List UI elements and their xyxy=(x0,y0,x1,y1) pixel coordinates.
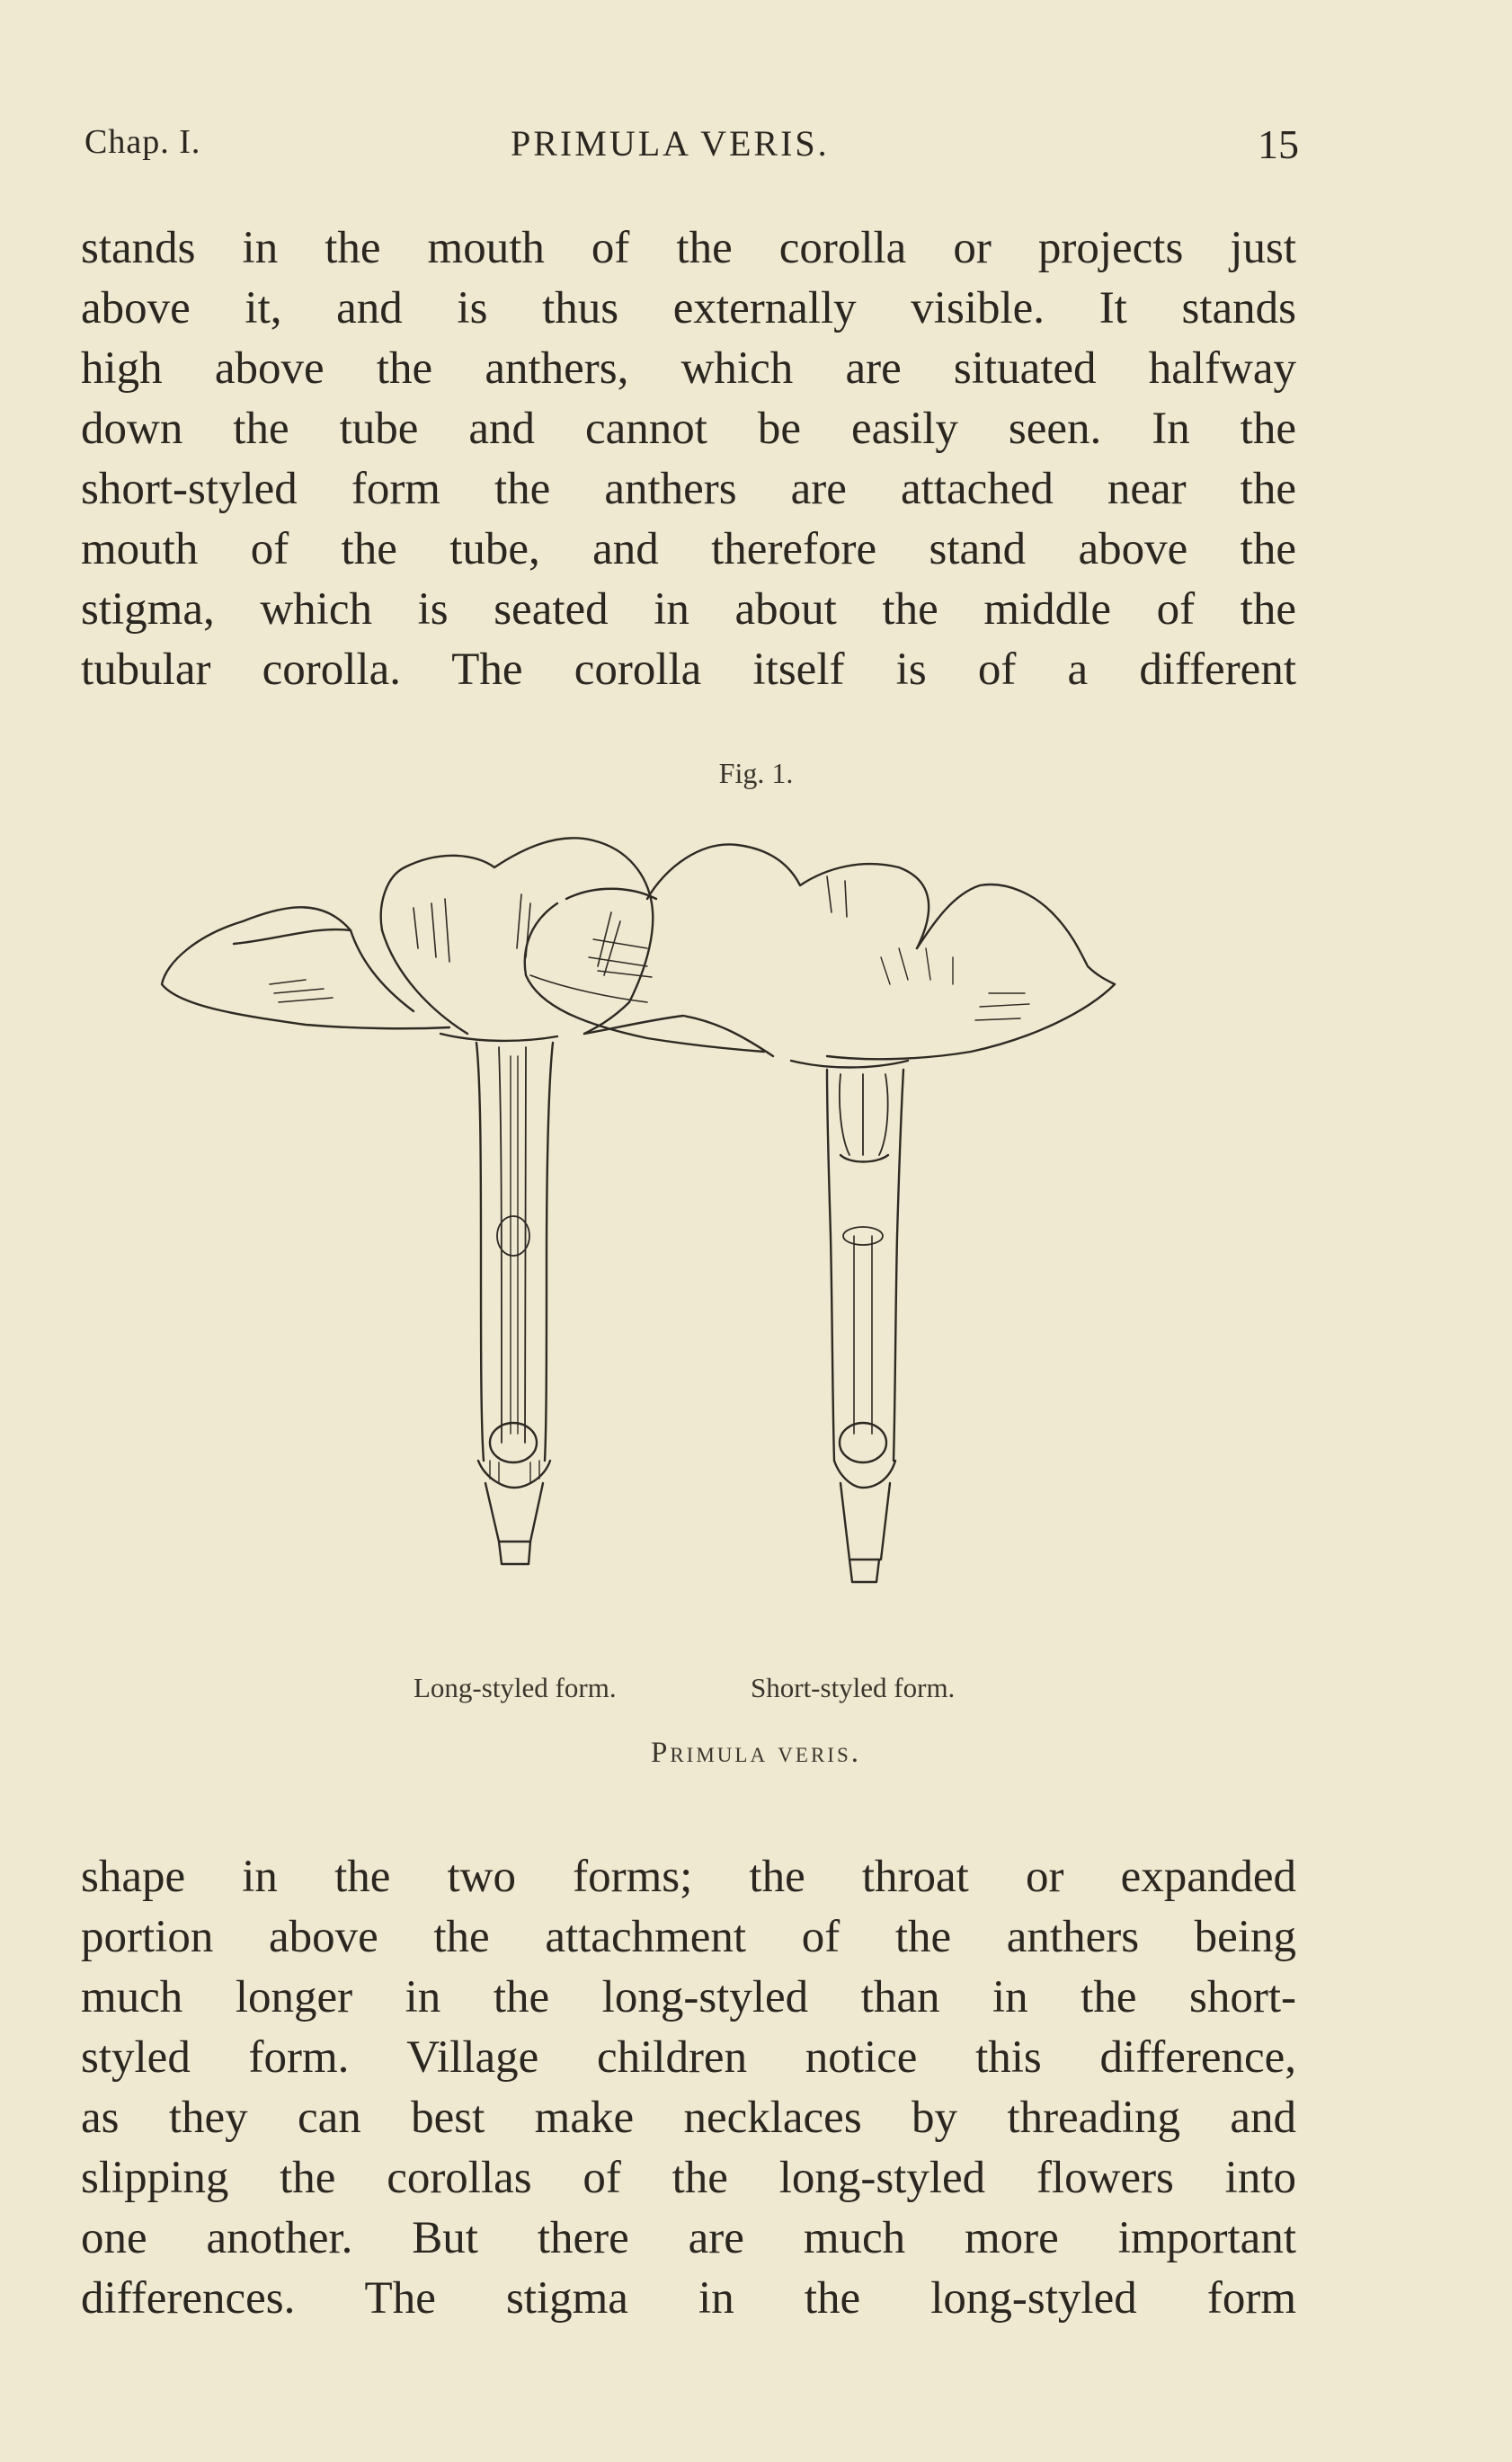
text-line: tubular corolla. The corolla itself is of a different xyxy=(81,644,1296,695)
primula-flowers-drawing xyxy=(144,813,1223,1649)
short-styled-flower-corolla xyxy=(525,844,1115,1059)
text-line: high above the anthers, which are situated halfway xyxy=(81,343,1296,394)
text-line: one another. But there are much more important xyxy=(81,2213,1296,2263)
long-styled-flower-tube xyxy=(440,1034,557,1564)
figure-caption: Primula veris. xyxy=(650,1737,862,1769)
text-line: portion above the attachment of the anthers being xyxy=(81,1912,1296,1962)
text-line: styled form. Village children notice this difference, xyxy=(81,2032,1296,2083)
running-title: PRIMULA VERIS. xyxy=(511,123,830,164)
figure-label: Fig. 1. xyxy=(718,757,794,789)
text-line: differences. The stigma in the long-styled form xyxy=(81,2273,1296,2324)
text-line: mouth of the tube, and therefore stand above the xyxy=(81,524,1296,574)
paragraph-bottom xyxy=(81,1847,1296,2329)
running-header xyxy=(81,122,1299,176)
figure-illustration xyxy=(144,813,1223,1649)
caption-long-styled: Long-styled form. xyxy=(414,1672,617,1703)
short-styled-flower-tube xyxy=(791,1061,908,1582)
text-line: stands in the mouth of the corolla or projects just xyxy=(81,223,1296,273)
paragraph-top xyxy=(81,218,1296,700)
text-line: stigma, which is seated in about the middle of the xyxy=(81,584,1296,635)
text-line: down the tube and cannot be easily seen. In the xyxy=(81,404,1296,454)
long-styled-flower-corolla xyxy=(162,838,773,1056)
chapter-label: Chap. I. xyxy=(84,123,201,161)
page-number: 15 xyxy=(1258,121,1299,167)
text-line: above it, and is thus externally visible. It stands xyxy=(81,283,1296,333)
text-line: short-styled form the anthers are attached near the xyxy=(81,464,1296,514)
text-line: much longer in the long-styled than in the short- xyxy=(81,1972,1296,2022)
text-line: shape in the two forms; the throat or expanded xyxy=(81,1852,1296,1902)
caption-short-styled: Short-styled form. xyxy=(751,1672,956,1703)
text-line: slipping the corollas of the long-styled flowers into xyxy=(81,2153,1296,2203)
text-line: as they can best make necklaces by threading and xyxy=(81,2093,1296,2143)
